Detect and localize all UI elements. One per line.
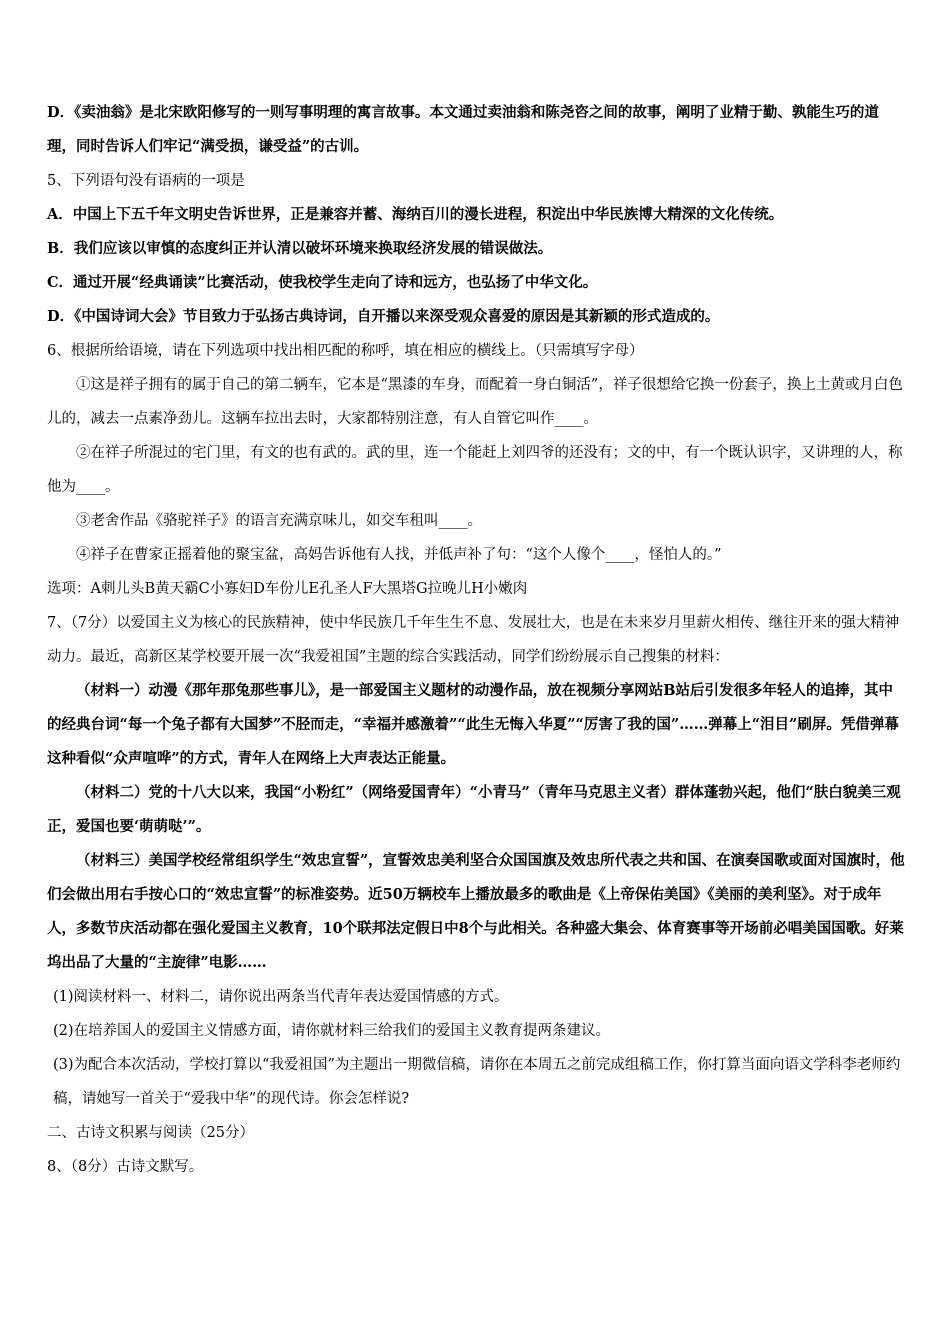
q6-option: D车份儿 [253,581,309,597]
q6-option: B黄天霸 [144,581,199,597]
q6-item-2: ②在祥子所混过的宅门里，有文的也有武的。武的里，连一个能赶上刘四爷的还没有；文的中，有一个既认识字，又讲理的人，称他为____。 [47,445,903,495]
document-page [47,96,907,1184]
q7-material-1: （材料一）动漫《那年那兔那些事儿》，是一部爱国主义题材的动漫作品，放在视频分享网站B站后引发很多年轻人的追捧，其中的经典台词“每一个兔子都有大国梦”不胫而走，“幸福并感激着”“此生无悔入华夏”“厉害了我的国”……弹幕上“泪目”刷屏。凭借弹幕这种看似“众声喧哗”的方式，青年人在网络上大声表达正能量。 [47,682,899,767]
q6-stem: 6、根据所给语境，请在下列选项中找出相匹配的称呼，填在相应的横线上。（只需填写字母） [47,343,644,359]
q6-options [47,572,907,606]
q5-option-d: D．《中国诗词大会》节目致力于弘扬古典诗词，自开播以来深受观众喜爱的原因是其新颖的形式造成的。 [47,308,720,325]
q7-subquestion-3: (3)为配合本次活动，学校打算以“我爱祖国”为主题出一期微信稿，请你在本周五之前完成组稿工作，你打算当面向语文学科李老师约稿，请她写一首关于“爱我中华”的现代诗。你会怎样说? [53,1057,901,1107]
q5-option-a: A．中国上下五千年文明史告诉世界，正是兼容并蓄、海纳百川的漫长进程，积淀出中华民族博大精深的文化传统。 [47,206,784,223]
q7-subquestion-1: (1)阅读材料一、材料二，请你说出两条当代青年表达爱国情感的方式。 [53,989,509,1005]
q6-item-4: ④祥子在曹家正摇着他的聚宝盆，高妈告诉他有人找，并低声补了句：“这个人像个____，怪怕人的。” [76,547,722,563]
q7-material-2: （材料二）党的十八大以来，我国“小粉红”（网络爱国青年）“小青马”（青年马克思主义者）群体蓬勃兴起，他们“肤白貌美三观正，爱国也要‘萌萌哒’”。 [47,784,901,835]
q6-item-1: ①这是祥子拥有的属于自己的第二辆车，它本是“黑漆的车身，而配着一身白铜活”，祥子很想给它换一份套子，换上土黄或月白色儿的，减去一点素净劲儿。这辆车拉出去时，大家都特别注意，有人自管它叫作____。 [47,377,903,427]
q6-option: E孔圣人 [308,581,363,597]
q6-item-3: ③老舍作品《骆驼祥子》的语言充满京味儿，如交车租叫____。 [76,513,482,529]
q6-options-label: 选项： [47,581,91,597]
q7-subquestion-2: (2)在培养国人的爱国主义情感方面，请你就材料三给我们的爱国主义教育提两条建议。 [53,1023,611,1039]
section-2-title: 二、古诗文积累与阅读（25分） [47,1125,254,1141]
q5-stem: 5、下列语句没有语病的一项是 [47,173,245,189]
q6-option: H小嫩肉 [471,581,528,597]
q6-option: C小寡妇 [198,581,254,597]
q5-option-c: C．通过开展“经典诵读”比赛活动，使我校学生走向了诗和远方，也弘扬了中华文化。 [47,274,598,291]
q7-material-3: （材料三）美国学校经常组织学生“效忠宣誓”，宣誓效忠美利坚合众国国旗及效忠所代表之共和国、在演奏国歌或面对国旗时，他们会做出用右手按心口的“效忠宣誓”的标准姿势。近50万辆校车上播放最多的歌曲是《上帝保佑美国》《美丽的美利坚》。对于成年人，多数节庆活动都在强化爱国主义教育，10个联邦法定假日中8个与此相关。各种盛大集会、体育赛事等开场前必唱美国国歌。好莱坞出品了大量的“主旋律”电影…… [47,852,905,971]
q8-stem: 8、（8分）古诗文默写。 [47,1159,204,1175]
q6-option: G拉晚儿 [416,581,472,597]
q5-option-b: B．我们应该以审慎的态度纠正并认清以破坏环境来换取经济发展的错误做法。 [47,240,553,257]
q6-option: A刺儿头 [90,581,145,597]
q4-option-d: D．《卖油翁》是北宋欧阳修写的一则写事明理的寓言故事。本文通过卖油翁和陈尧咨之间的故事，阐明了业精于勤、孰能生巧的道理，同时告诉人们牢记“满受损，谦受益”的古训。 [47,104,879,155]
q7-stem: 7、（7分）以爱国主义为核心的民族精神，使中华民族几千年生生不息、发展壮大，也是在未来岁月里薪火相传、继往开来的强大精神动力。最近，高新区某学校要开展一次“我爱祖国”主题的综合实践活动，同学们纷纷展示自己搜集的材料： [47,615,900,665]
q6-option: F大黑塔 [362,581,417,597]
